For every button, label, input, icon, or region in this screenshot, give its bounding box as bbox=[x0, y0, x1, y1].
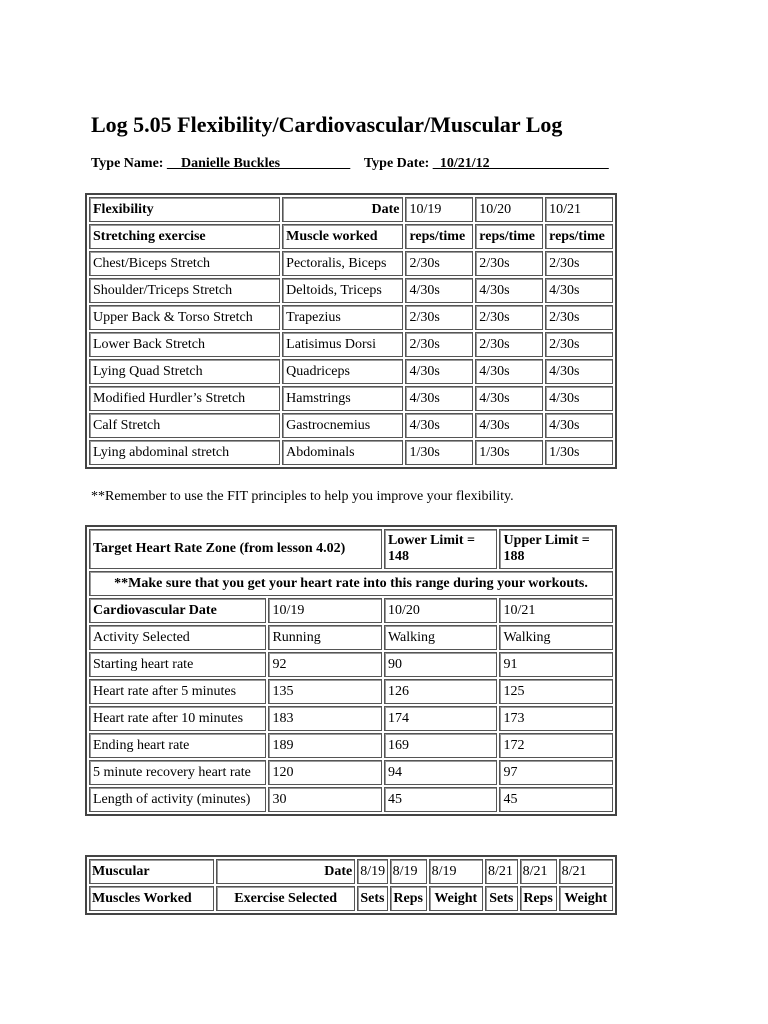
metric-label-cell: Ending heart rate bbox=[89, 733, 266, 758]
table-row bbox=[89, 598, 613, 623]
date-cell: 10/20 bbox=[475, 197, 543, 222]
date-cell: 10/19 bbox=[268, 598, 382, 623]
reps-cell: 2/30s bbox=[405, 332, 473, 357]
metric-value-cell: 45 bbox=[499, 787, 613, 812]
table-row bbox=[89, 359, 613, 384]
reps-cell: 2/30s bbox=[545, 251, 613, 276]
table-row bbox=[89, 305, 613, 330]
metric-value-cell: 173 bbox=[499, 706, 613, 731]
column-header: Weight bbox=[559, 886, 613, 911]
metric-value-cell: 169 bbox=[384, 733, 498, 758]
muscle-cell: Gastrocnemius bbox=[282, 413, 403, 438]
reps-cell: 4/30s bbox=[545, 278, 613, 303]
exercise-cell: Lower Back Stretch bbox=[89, 332, 280, 357]
reps-cell: 4/30s bbox=[475, 386, 543, 411]
metric-value-cell: Walking bbox=[384, 625, 498, 650]
exercise-cell: Shoulder/Triceps Stretch bbox=[89, 278, 280, 303]
reps-cell: 2/30s bbox=[475, 332, 543, 357]
metric-value-cell: Walking bbox=[499, 625, 613, 650]
table-row bbox=[89, 760, 613, 785]
column-header: Sets bbox=[485, 886, 518, 911]
muscular-table bbox=[85, 855, 617, 915]
exercise-cell: Calf Stretch bbox=[89, 413, 280, 438]
metric-value-cell: 94 bbox=[384, 760, 498, 785]
heart-rate-reminder: **Make sure that you get your heart rate into this range during your workouts. bbox=[89, 571, 613, 596]
date-cell: 8/21 bbox=[520, 859, 557, 884]
reps-cell: 4/30s bbox=[475, 413, 543, 438]
muscle-cell: Hamstrings bbox=[282, 386, 403, 411]
reps-cell: 4/30s bbox=[405, 278, 473, 303]
column-header: reps/time bbox=[475, 224, 543, 249]
table-row bbox=[89, 706, 613, 731]
metric-value-cell: 135 bbox=[268, 679, 382, 704]
table-row bbox=[89, 859, 613, 884]
date-cell: 8/19 bbox=[357, 859, 387, 884]
table-row bbox=[89, 625, 613, 650]
metric-label-cell: 5 minute recovery heart rate bbox=[89, 760, 266, 785]
reps-cell: 4/30s bbox=[405, 359, 473, 384]
date-cell: 10/19 bbox=[405, 197, 473, 222]
date-label: Date bbox=[216, 859, 355, 884]
reps-cell: 1/30s bbox=[405, 440, 473, 465]
cardio-table bbox=[85, 525, 617, 816]
upper-limit: Upper Limit = 188 bbox=[499, 529, 613, 569]
metric-value-cell: 126 bbox=[384, 679, 498, 704]
reps-cell: 2/30s bbox=[545, 332, 613, 357]
muscle-cell: Deltoids, Triceps bbox=[282, 278, 403, 303]
exercise-cell: Chest/Biceps Stretch bbox=[89, 251, 280, 276]
metric-value-cell: 189 bbox=[268, 733, 382, 758]
metric-value-cell: 120 bbox=[268, 760, 382, 785]
reps-cell: 4/30s bbox=[475, 359, 543, 384]
muscle-cell: Latisimus Dorsi bbox=[282, 332, 403, 357]
exercise-cell: Modified Hurdler’s Stretch bbox=[89, 386, 280, 411]
metric-label-cell: Starting heart rate bbox=[89, 652, 266, 677]
cardio-date-label: Cardiovascular Date bbox=[89, 598, 266, 623]
reps-cell: 4/30s bbox=[545, 413, 613, 438]
table-row bbox=[89, 679, 613, 704]
date-cell: 8/21 bbox=[485, 859, 518, 884]
date-label: Date bbox=[282, 197, 403, 222]
column-header: Stretching exercise bbox=[89, 224, 280, 249]
reps-cell: 4/30s bbox=[545, 386, 613, 411]
column-header: Muscle worked bbox=[282, 224, 403, 249]
reps-cell: 2/30s bbox=[405, 305, 473, 330]
metric-label-cell: Length of activity (minutes) bbox=[89, 787, 266, 812]
page-title: Log 5.05 Flexibility/Cardiovascular/Muscular Log bbox=[91, 112, 563, 137]
lower-limit: Lower Limit = 148 bbox=[384, 529, 498, 569]
reps-cell: 1/30s bbox=[475, 440, 543, 465]
table-row bbox=[89, 529, 613, 569]
metric-label-cell: Heart rate after 5 minutes bbox=[89, 679, 266, 704]
metric-value-cell: 172 bbox=[499, 733, 613, 758]
table-row bbox=[89, 413, 613, 438]
type-name-label: Type Name: bbox=[91, 156, 164, 171]
table-row bbox=[89, 787, 613, 812]
reps-cell: 2/30s bbox=[475, 251, 543, 276]
reps-cell: 1/30s bbox=[545, 440, 613, 465]
table-row bbox=[89, 224, 613, 249]
type-info-line bbox=[91, 156, 609, 172]
column-header: Sets bbox=[357, 886, 387, 911]
muscular-header: Muscular bbox=[89, 859, 214, 884]
table-row bbox=[89, 440, 613, 465]
metric-value-cell: 174 bbox=[384, 706, 498, 731]
flexibility-header: Flexibility bbox=[89, 197, 280, 222]
type-date-value: _10/21/12_________________ bbox=[432, 156, 609, 171]
table-row bbox=[89, 386, 613, 411]
column-header: Exercise Selected bbox=[216, 886, 355, 911]
metric-value-cell: 92 bbox=[268, 652, 382, 677]
reps-cell: 2/30s bbox=[405, 251, 473, 276]
type-date-label: Type Date: bbox=[363, 156, 430, 171]
flexibility-table bbox=[85, 193, 617, 469]
exercise-cell: Lying Quad Stretch bbox=[89, 359, 280, 384]
metric-value-cell: 90 bbox=[384, 652, 498, 677]
table-row bbox=[89, 652, 613, 677]
reps-cell: 2/30s bbox=[475, 305, 543, 330]
reps-cell: 4/30s bbox=[405, 386, 473, 411]
table-row bbox=[89, 886, 613, 911]
muscle-cell: Abdominals bbox=[282, 440, 403, 465]
date-cell: 10/21 bbox=[499, 598, 613, 623]
metric-value-cell: 125 bbox=[499, 679, 613, 704]
metric-value-cell: 183 bbox=[268, 706, 382, 731]
date-cell: 8/21 bbox=[559, 859, 613, 884]
metric-label-cell: Heart rate after 10 minutes bbox=[89, 706, 266, 731]
column-header: reps/time bbox=[405, 224, 473, 249]
reps-cell: 2/30s bbox=[545, 305, 613, 330]
column-header: Muscles Worked bbox=[89, 886, 214, 911]
metric-value-cell: 30 bbox=[268, 787, 382, 812]
reps-cell: 4/30s bbox=[475, 278, 543, 303]
target-zone-label: Target Heart Rate Zone (from lesson 4.02) bbox=[89, 529, 382, 569]
date-cell: 8/19 bbox=[390, 859, 427, 884]
metric-value-cell: 97 bbox=[499, 760, 613, 785]
exercise-cell: Lying abdominal stretch bbox=[89, 440, 280, 465]
muscle-cell: Trapezius bbox=[282, 305, 403, 330]
metric-label-cell: Activity Selected bbox=[89, 625, 266, 650]
table-row bbox=[89, 197, 613, 222]
column-header: Reps bbox=[520, 886, 557, 911]
table-row bbox=[89, 332, 613, 357]
reps-cell: 4/30s bbox=[405, 413, 473, 438]
fit-note: **Remember to use the FIT principles to help you improve your flexibility. bbox=[91, 489, 514, 504]
column-header: Weight bbox=[429, 886, 483, 911]
table-row bbox=[89, 733, 613, 758]
muscle-cell: Pectoralis, Biceps bbox=[282, 251, 403, 276]
type-name-value: __Danielle Buckles__________ bbox=[166, 156, 351, 171]
metric-value-cell: 91 bbox=[499, 652, 613, 677]
table-row bbox=[89, 571, 613, 596]
date-cell: 8/19 bbox=[429, 859, 483, 884]
muscle-cell: Quadriceps bbox=[282, 359, 403, 384]
exercise-cell: Upper Back & Torso Stretch bbox=[89, 305, 280, 330]
date-cell: 10/20 bbox=[384, 598, 498, 623]
column-header: Reps bbox=[390, 886, 427, 911]
table-row bbox=[89, 251, 613, 276]
metric-value-cell: Running bbox=[268, 625, 382, 650]
date-cell: 10/21 bbox=[545, 197, 613, 222]
metric-value-cell: 45 bbox=[384, 787, 498, 812]
reps-cell: 4/30s bbox=[545, 359, 613, 384]
column-header: reps/time bbox=[545, 224, 613, 249]
table-row bbox=[89, 278, 613, 303]
